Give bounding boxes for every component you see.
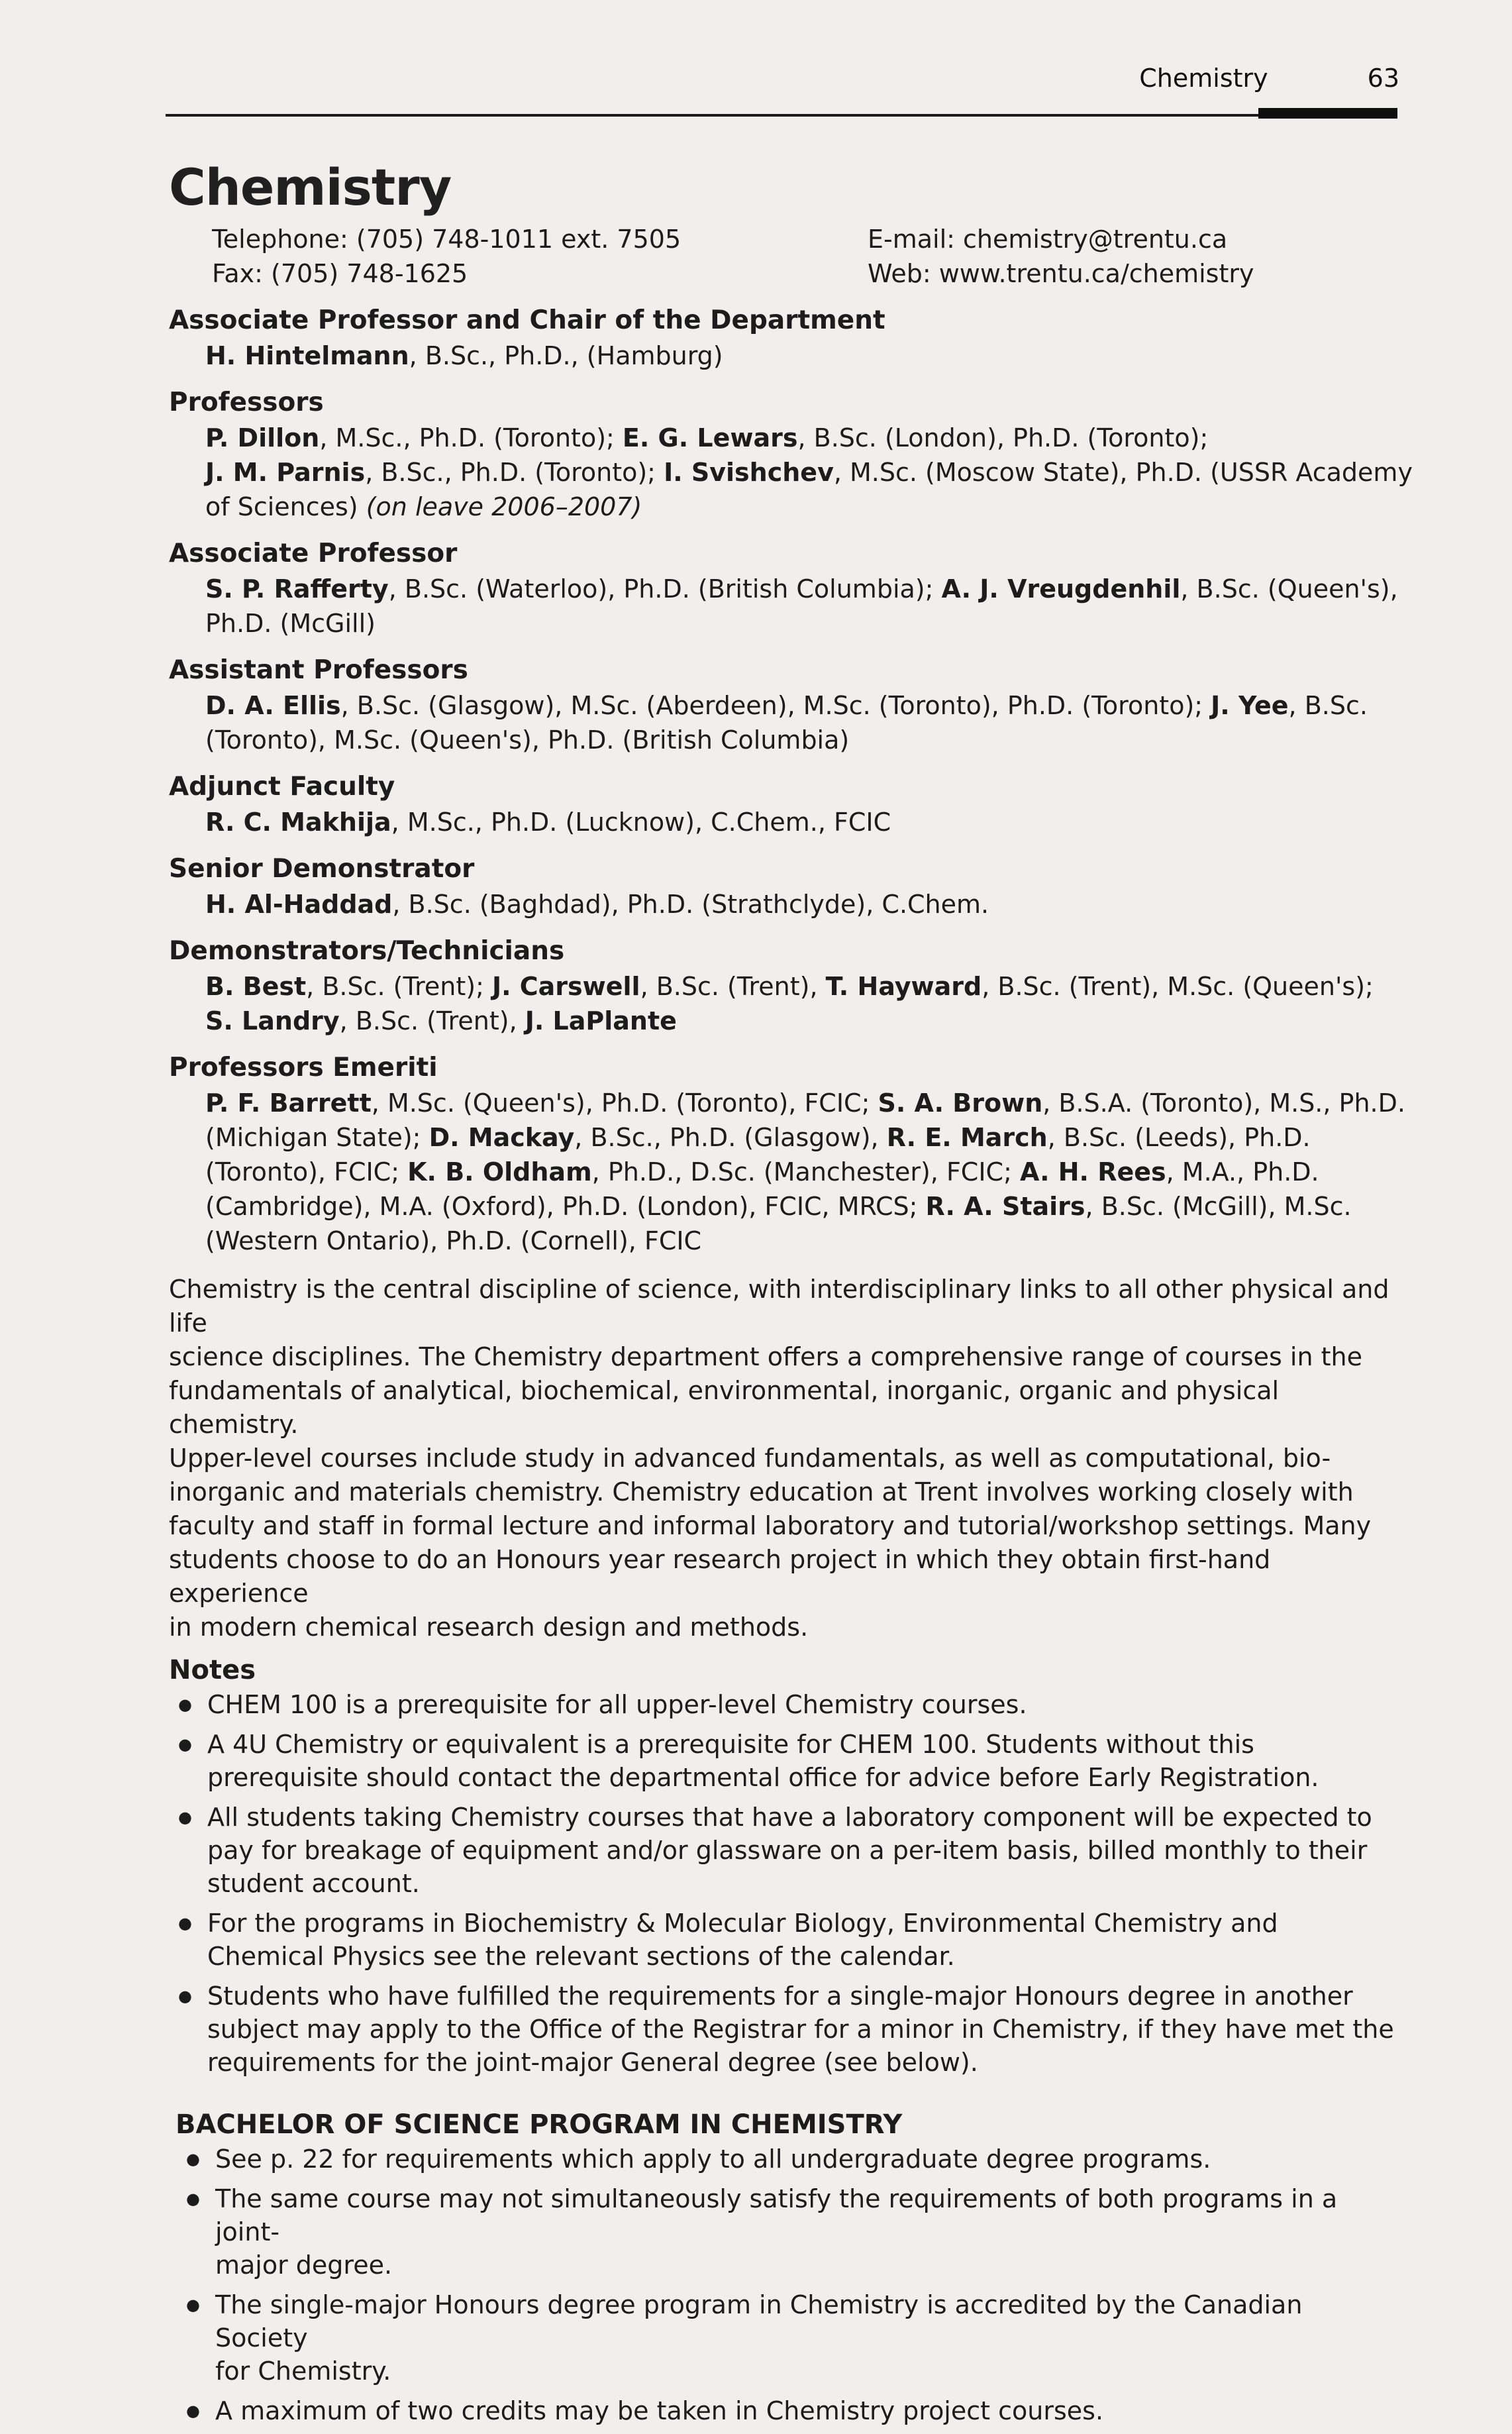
notes-list [169,1688,1414,2079]
credentials: , B.Sc. (Waterloo), Ph.D. (British Columbia); [388,574,942,604]
bullet-line: ● CHEM 100 is a prerequisite for all upper-level Chemistry courses. [207,1690,1027,1719]
faculty-line [205,1189,1414,1224]
faculty-name: J. Carswell [491,972,640,1001]
faculty-line [205,805,1414,839]
faculty-members [205,969,1414,1038]
page-content [169,158,1414,2434]
faculty-name: P. Dillon [205,423,320,452]
faculty-members [205,339,1414,373]
bullet-line: requirements for the joint-major General degree (see below). [207,2048,978,2077]
bullet-line: prerequisite should contact the departmental office for advice before Early Registration. [207,1763,1319,1792]
faculty-name: I. Svishchev [664,458,834,487]
faculty-line [205,723,1414,757]
credentials: Ph.D. (McGill) [205,609,376,638]
faculty-members [205,688,1414,757]
description-line: inorganic and materials chemistry. Chemistry education at Trent involves working closely with [169,1477,1354,1507]
bullet-line: ● A maximum of two credits may be taken in Chemistry project courses. [215,2396,1104,2425]
faculty-members [205,421,1414,524]
faculty-role-heading: Professors Emeriti [169,1053,438,1083]
page-title: Chemistry [169,158,452,217]
credentials: , B.Sc., Ph.D., (Hamburg) [409,341,723,370]
faculty-name: T. Hayward [825,972,982,1001]
bullet-line: for Chemistry. [215,2356,391,2386]
faculty-name: S. P. Rafferty [205,574,389,604]
faculty-line [205,421,1414,455]
bullet-item [207,1801,1414,1900]
bullet-item [215,2288,1414,2388]
faculty-name: D. A. Ellis [205,691,341,720]
bsc-program-list [169,2143,1414,2427]
description-line: faculty and staff in formal lecture and informal laboratory and tutorial/workshop settings. Many [169,1511,1372,1540]
credentials: , B.Sc. [1288,691,1368,720]
credentials: (Western Ontario), Ph.D. (Cornell), FCIC [205,1226,702,1255]
credentials: , B.Sc., Ph.D. (Glasgow), [574,1123,887,1152]
faculty-role-heading: Associate Professor [169,539,458,568]
bullet-line: pay for breakage of equipment and/or glassware on a per-item basis, billed monthly to their [207,1836,1368,1865]
faculty-line [205,455,1414,490]
fax: Fax: (705) 748-1625 [212,259,468,288]
faculty-line [205,1004,1414,1038]
faculty-line [205,887,1414,922]
credentials: of Sciences) [205,492,366,521]
credentials: , B.Sc. (Trent), M.Sc. (Queen's); [982,972,1374,1001]
credentials: , B.Sc. (Queen's), [1180,574,1398,604]
bullet-line: ● The single-major Honours degree program in Chemistry is accredited by the Canadian Society [215,2290,1303,2353]
faculty-list [169,303,1414,1258]
faculty-name: R. E. March [886,1123,1048,1152]
bullet-line: Chemical Physics see the relevant sections of the calendar. [207,1942,955,1971]
web-address: Web: www.trentu.ca/chemistry [868,259,1254,288]
bullet-line: subject may apply to the Office of the Registrar for a minor in Chemistry, if they have met the [207,2015,1394,2044]
header-rule-bar [1258,108,1397,119]
faculty-role-heading: Demonstrators/Technicians [169,936,565,966]
running-header [166,64,1399,93]
faculty-name: H. Hintelmann [205,341,409,370]
credentials: , B.S.A. (Toronto), M.S., Ph.D. [1042,1088,1405,1118]
credentials: , M.Sc. (Queen's), Ph.D. (Toronto), FCIC; [371,1088,878,1118]
faculty-name: S. A. Brown [878,1088,1043,1118]
credentials: (Michigan State); [205,1123,429,1152]
faculty-line [205,969,1414,1004]
bullet-line: student account. [207,1869,420,1898]
bullet-line: ● A 4U Chemistry or equivalent is a prerequisite for CHEM 100. Students without this [207,1730,1254,1759]
credentials: , B.Sc. (Leeds), Ph.D. [1047,1123,1311,1152]
contact-block [212,222,1414,291]
bullet-item [207,1980,1414,2079]
faculty-name: B. Best [205,972,307,1001]
credentials: , M.Sc., Ph.D. (Toronto); [319,423,623,452]
description-line: students choose to do an Honours year research project in which they obtain first-hand experience [169,1545,1271,1608]
faculty-role-heading: Associate Professor and Chair of the Department [169,305,885,335]
faculty-name: R. C. Makhija [205,808,391,837]
credentials: , B.Sc. (McGill), M.Sc. [1085,1192,1352,1221]
faculty-role-heading: Senior Demonstrator [169,854,475,884]
faculty-role-heading: Assistant Professors [169,655,468,685]
bullet-item [215,2182,1414,2282]
credentials: , B.Sc. (Trent), [640,972,826,1001]
credentials: (Cambridge), M.A. (Oxford), Ph.D. (London), FCIC, MRCS; [205,1192,926,1221]
bullet-item [207,1728,1414,1794]
leave-note: (on leave 2006–2007) [366,492,642,521]
faculty-line [205,688,1414,723]
faculty-name: S. Landry [205,1006,340,1035]
faculty-line [205,606,1414,641]
running-header-section: Chemistry [1139,64,1268,93]
faculty-name: J. M. Parnis [205,458,366,487]
description-line: in modern chemical research design and methods. [169,1613,809,1642]
description-line: Chemistry is the central discipline of science, with interdisciplinary links to all other physical and life [169,1275,1389,1338]
bullet-item [215,2394,1414,2427]
faculty-name: H. Al-Haddad [205,890,393,919]
faculty-role-heading: Professors [169,388,324,417]
bullet-line: ● All students taking Chemistry courses that have a laboratory component will be expected to [207,1803,1372,1832]
faculty-role-heading: Adjunct Faculty [169,772,395,802]
credentials: , B.Sc. (London), Ph.D. (Toronto); [797,423,1209,452]
credentials: , M.A., Ph.D. [1166,1157,1319,1187]
credentials: (Toronto), M.Sc. (Queen's), Ph.D. (British Columbia) [205,725,850,755]
bullet-line: ● For the programs in Biochemistry & Molecular Biology, Environmental Chemistry and [207,1909,1278,1938]
page-number: 63 [1367,64,1399,93]
faculty-line [205,339,1414,373]
credentials: , B.Sc. (Trent); [306,972,492,1001]
faculty-name: A. H. Rees [1019,1157,1166,1187]
faculty-line [205,1155,1414,1189]
faculty-members [205,805,1414,839]
faculty-line [205,1086,1414,1120]
credentials: , M.Sc. (Moscow State), Ph.D. (USSR Academy [833,458,1413,487]
faculty-name: J. Yee [1211,691,1289,720]
bsc-program-heading: BACHELOR OF SCIENCE PROGRAM IN CHEMISTRY [176,2109,903,2140]
bullet-item [207,1688,1414,1721]
credentials: (Toronto), FCIC; [205,1157,408,1187]
header-rule [166,114,1370,117]
credentials: , B.Sc. (Glasgow), M.Sc. (Aberdeen), M.Sc. (Toronto), Ph.D. (Toronto); [340,691,1211,720]
faculty-name: D. Mackay [428,1123,575,1152]
email: E-mail: chemistry@trentu.ca [868,225,1228,254]
faculty-line [205,1224,1414,1258]
credentials: , B.Sc., Ph.D. (Toronto); [365,458,664,487]
notes-heading: Notes [169,1655,256,1685]
credentials: , M.Sc., Ph.D. (Lucknow), C.Chem., FCIC [391,808,891,837]
bullet-line: major degree. [215,2250,393,2280]
bullet-line: ● The same course may not simultaneously satisfy the requirements of both programs in a joint- [215,2184,1338,2247]
description-line: fundamentals of analytical, biochemical, environmental, inorganic, organic and physical chemistry. [169,1376,1280,1439]
description-line: science disciplines. The Chemistry department offers a comprehensive range of courses in the [169,1342,1362,1371]
credentials: , B.Sc. (Trent), [339,1006,525,1035]
faculty-line [205,572,1414,606]
bullet-item [207,1907,1414,1973]
department-description [169,1273,1407,1644]
faculty-line [205,1120,1414,1155]
faculty-members [205,1086,1414,1258]
faculty-line [205,490,1414,524]
faculty-name: P. F. Barrett [205,1088,372,1118]
credentials: , Ph.D., D.Sc. (Manchester), FCIC; [591,1157,1020,1187]
faculty-name: E. G. Lewars [622,423,798,452]
faculty-name: A. J. Vreugdenhil [941,574,1181,604]
credentials: , B.Sc. (Baghdad), Ph.D. (Strathclyde), C.Chem. [392,890,989,919]
telephone: Telephone: (705) 748-1011 ext. 7505 [212,225,681,254]
bullet-item [215,2143,1414,2176]
faculty-name: R. A. Stairs [925,1192,1085,1221]
faculty-name: J. LaPlante [525,1006,677,1035]
bullet-line: ● Students who have fulfilled the requirements for a single-major Honours degree in another [207,1982,1353,2011]
description-line: Upper-level courses include study in advanced fundamentals, as well as computational, bio- [169,1444,1331,1473]
bullet-line: ● See p. 22 for requirements which apply to all undergraduate degree programs. [215,2144,1211,2174]
faculty-name: K. B. Oldham [407,1157,592,1187]
faculty-members [205,572,1414,641]
faculty-members [205,887,1414,922]
